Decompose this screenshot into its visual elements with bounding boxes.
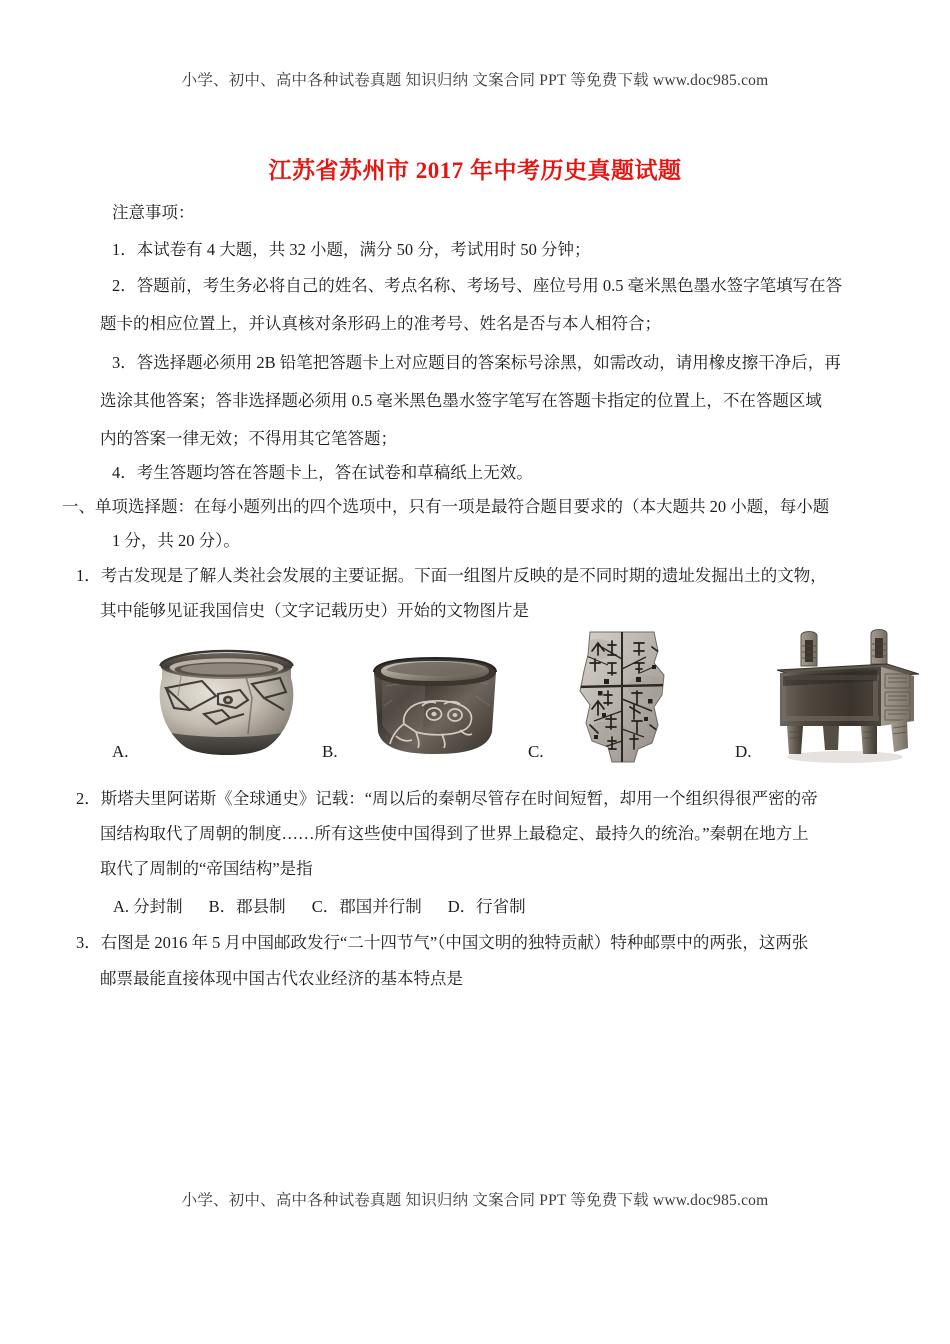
question-2-line-3: 取代了周制的“帝国结构”是指 (100, 859, 313, 878)
header-watermark: 小学、初中、高中各种试卷真题 知识归纳 文案合同 PPT 等免费下载 www.doc985.com (181, 72, 769, 89)
question-3-text-1: 右图是 2016 年 5 月中国邮政发行“二十四节气”（中国文明的独特贡献）特种邮票中的两张，这两张 (100, 933, 809, 952)
notice-item-2-line-2: 题卡的相应位置上，并认真核对条形码上的准考号、姓名是否与本人相符合； (100, 314, 661, 333)
bronze-ding-vessel-icon (769, 626, 927, 764)
figure-option-a (112, 629, 312, 764)
notice-heading: 注意事项： (112, 203, 195, 222)
figure-option-c (528, 629, 738, 764)
figure-label-b: B. (322, 742, 338, 761)
question-1-line-1 (0, 568, 827, 585)
figure-label-a: A. (112, 742, 129, 761)
question-1-line-2: 其中能够见证我国信史（文字记载历史）开始的文物图片是 (100, 601, 529, 620)
notice-item-4: 4．考生答题均答在答题卡上，答在试卷和草稿纸上无效。 (112, 463, 533, 482)
notice-item-3-line-3: 内的答案一律无效；不得用其它笔答题； (100, 429, 397, 448)
question-3-line-1 (0, 935, 808, 952)
question-2-line-2: 国结构取代了周朝的制度……所有这些使中国得到了世界上最稳定、最持久的统治。”秦朝在地方上 (100, 824, 809, 843)
question-2-options (0, 899, 526, 916)
question-2-option-d[interactable]: D．行省制 (447, 897, 526, 916)
question-2-option-c[interactable]: C．郡国并行制 (311, 897, 422, 916)
question-2-option-a[interactable]: A. 分封制 (113, 897, 183, 916)
notice-item-3-line-1: 3．答选择题必须用 2B 铅笔把答题卡上对应题目的答案标号涂黑，如需改动，请用橡皮擦干净后，再 (112, 353, 841, 372)
figure-option-d (735, 629, 945, 764)
painted-pottery-basin-icon (144, 636, 309, 764)
footer-watermark: 小学、初中、高中各种试卷真题 知识归纳 文案合同 PPT 等免费下载 www.doc985.com (181, 1192, 769, 1209)
question-2-number: 2． (76, 789, 101, 808)
question-1-figure-row (0, 624, 950, 764)
section-heading-line-1: 一、单项选择题：在每小题列出的四个选项中，只有一项是最符合题目要求的（本大题共 20 小题，每小题 (62, 497, 830, 516)
section-heading-line-2: 1 分，共 20 分）。 (112, 531, 240, 550)
notice-item-2-line-1: 2．答题前，考生务必将自己的姓名、考点名称、考场号、座位号用 0.5 毫米黑色墨水签字笔填写在答 (112, 276, 843, 295)
question-1-text-1: 考古发现是了解人类社会发展的主要证据。下面一组图片反映的是不同时期的遗址发掘出土的文物， (100, 566, 827, 585)
question-3-line-2: 邮票最能直接体现中国古代农业经济的基本特点是 (100, 969, 463, 988)
question-1-number: 1． (76, 566, 101, 585)
figure-option-b (322, 629, 522, 764)
figure-label-c: C. (528, 742, 544, 761)
notice-item-1: 1．本试卷有 4 大题，共 32 小题，满分 50 分，考试用时 50 分钟； (112, 240, 591, 259)
figure-label-d: D. (735, 742, 752, 761)
page-title: 江苏省苏州市 2017 年中考历史真题试题 (268, 158, 682, 183)
question-2-line-1 (0, 791, 818, 808)
notice-item-3-line-2: 选涂其他答案；答非选择题必须用 0.5 毫米黑色墨水签字笔写在答题卡指定的位置上，不在答题区域 (100, 391, 822, 410)
question-2-option-b[interactable]: B．郡县制 (208, 897, 286, 916)
question-2-text-1: 斯塔夫里阿诺斯《全球通史》记载：“周以后的秦朝尽管存在时间短暂，却用一个组织得很严密的帝 (100, 789, 818, 808)
question-3-number: 3． (76, 933, 101, 952)
oracle-bone-inscription-icon (568, 629, 676, 764)
pig-pattern-pottery-bowl-icon (356, 636, 514, 764)
